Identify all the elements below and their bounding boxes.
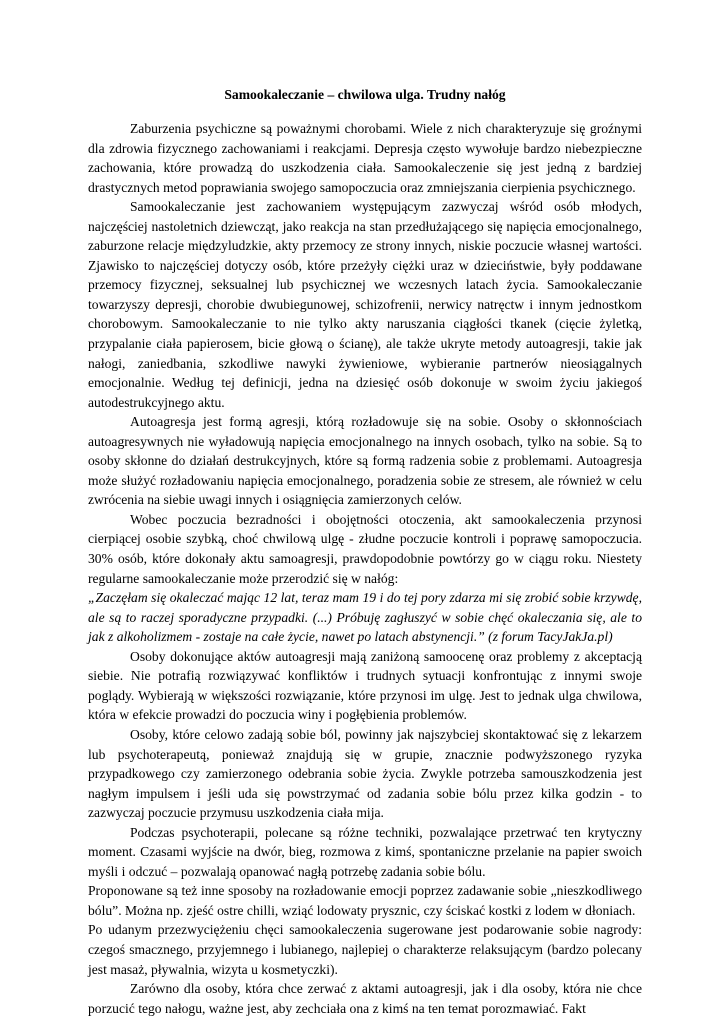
paragraph-psychotherapy: Podczas psychoterapii, polecane są różne techniki, pozwalające przetrwać ten krytyczny moment. Czasami wyjście na dwór, bieg, rozmowa z kimś, spontaniczne przelanie na papier swoich myśli i odczuć – pozwalają opanować nagłą potrzebę zadania sobie bólu. (88, 824, 642, 879)
paragraph-relief-addiction: Wobec poczucia bezradności i obojętności otoczenia, akt samookaleczenia przynosi cierpiącej osobie szybką, choć chwilową ulgę - złudne poczucie kontroli i poprawę samopoczucia. 30% osób, które dokonały aktu samoagresji, prawdopodobnie powtórzy go w ciągu roku. Niestety regularne samookaleczanie może przerodzić się w nałóg: (88, 511, 642, 586)
forum-quote: „Zaczęłam się okaleczać mając 12 lat, teraz mam 19 i do tej pory zdarza mi się zrobić sobie krzywdę, ale są to raczej sporadyczne przypadki. (...) Próbuję zagłuszyć w sobie chęć okaleczania się, ale to jak z alkoholizmem - zostaje na całe życie, nawet po latach abstynencji.” (z forum TacyJakJa.pl) (88, 590, 642, 645)
paragraph-low-self-esteem: Osoby dokonujące aktów autoagresji mają zaniżoną samoocenę oraz problemy z akceptacją siebie. Nie potrafią rozwiązywać konfliktów i trudnych sytuacji konfrontując z innymi swoje poglądy. Wybierają w większości rozwiązanie, które przynosi im ulgę. Jest to jednak ulga chwilowa, która w efekcie prowadzi do poczucia winy i pogłębienia problemów. (88, 648, 642, 723)
paragraph-harmless-pain: Proponowane są też inne sposoby na rozładowanie emocji poprzez zadawanie sobie „nieszkodliwego bólu”. Można np. zjeść ostre chilli, wziąć lodowaty prysznic, czy ściskać kostki z lodem w dłoniach. (88, 883, 642, 918)
paragraph-self-harm-description: Samookaleczanie jest zachowaniem występującym zazwyczaj wśród osób młodych, najczęściej nastoletnich dziewcząt, jako reakcja na stan przedłużającego się napięcia emocjonalnego, zaburzone relacje międzyludzkie, akty przemocy ze strony innych, niskie poczucie własnej wartości. Zjawisko to najczęściej dotyczy osób, które przeżyły ciężki uraz w dzieciństwie, były poddawane przemocy fizycznej, seksualnej lub psychicznej we wczesnych latach życia. Samookaleczanie towarzyszy depresji, chorobie dwubiegunowej, schizofrenii, nerwicy natręctw i innym jednostkom chorobowym. Samookaleczanie to nie tylko akty naruszania ciągłości tkanek (cięcie żyletką, przypalanie ciała papierosem, bicie głową o ścianę), ale także ukryte metody autoagresji, takie jak nałogi, zaniedbania, szkodliwe nawyki żywieniowe, wybieranie partnerów nieosiągalnych emocjonalnie. Według tej definicji, jedna na dziesięć osób dokonuje w swoim życiu jakiegoś autodestrukcyjnego aktu. (88, 199, 642, 410)
paragraph-talk-to-someone: Zarówno dla osoby, która chce zerwać z aktami autoagresji, jak i dla osoby, która nie chce porzucić tego nałogu, ważne jest, aby zechciała ona z kimś na ten temat porozmawiać. Fakt (88, 981, 642, 1016)
paragraph-autoaggression: Autoagresja jest formą agresji, którą rozładowuje się na sobie. Osoby o skłonnościach autoagresywnych nie wyładowują napięcia emocjonalnego na innych osobach, tylko na sobie. Są to osoby skłonne do działań destrukcyjnych, które są formą radzenia sobie z problemami. Autoagresja może służyć rozładowaniu napięcia emocjonalnego, poradzenia sobie ze stresem, ale również w celu zwrócenia na siebie uwagi innych i osiągnięcia zamierzonych celów. (88, 414, 642, 508)
paragraph-intro: Zaburzenia psychiczne są poważnymi chorobami. Wiele z nich charakteryzuje się groźnymi dla zdrowia fizycznego zachowaniami i reakcjami. Depresja często wywołuje bardzo niebezpieczne zachowania, które prowadzą do uszkodzenia ciała. Samookaleczenie się jest jedną z bardziej drastycznych metod poprawiania swojego samopoczucia oraz zmniejszania cierpienia psychicznego. (88, 121, 642, 195)
paragraph-reward: Po udanym przezwyciężeniu chęci samookaleczenia sugerowane jest podarowanie sobie nagrody: czegoś smacznego, przyjemnego i lubianego, najlepiej o charakterze relaksującym (bardzo polecany jest masaż, pływalnia, wizyta u kosmetyczki). (88, 922, 642, 977)
document-title: Samookaleczanie – chwilowa ulga. Trudny nałóg (224, 87, 506, 102)
paragraph-seek-help: Osoby, które celowo zadają sobie ból, powinny jak najszybciej skontaktować się z lekarzem lub psychoterapeutą, ponieważ znajdują się w grupie, znacznie podwyższonego ryzyka przypadkowego czy zamierzonego odebrania sobie życia. Zwykle potrzeba samouszkodzenia jest nagłym impulsem i jeśli uda się powstrzymać od zadania sobie bólu przez kilka godzin - to zazwyczaj poczucie przymusu uszkodzenia ciała mija. (88, 726, 642, 821)
